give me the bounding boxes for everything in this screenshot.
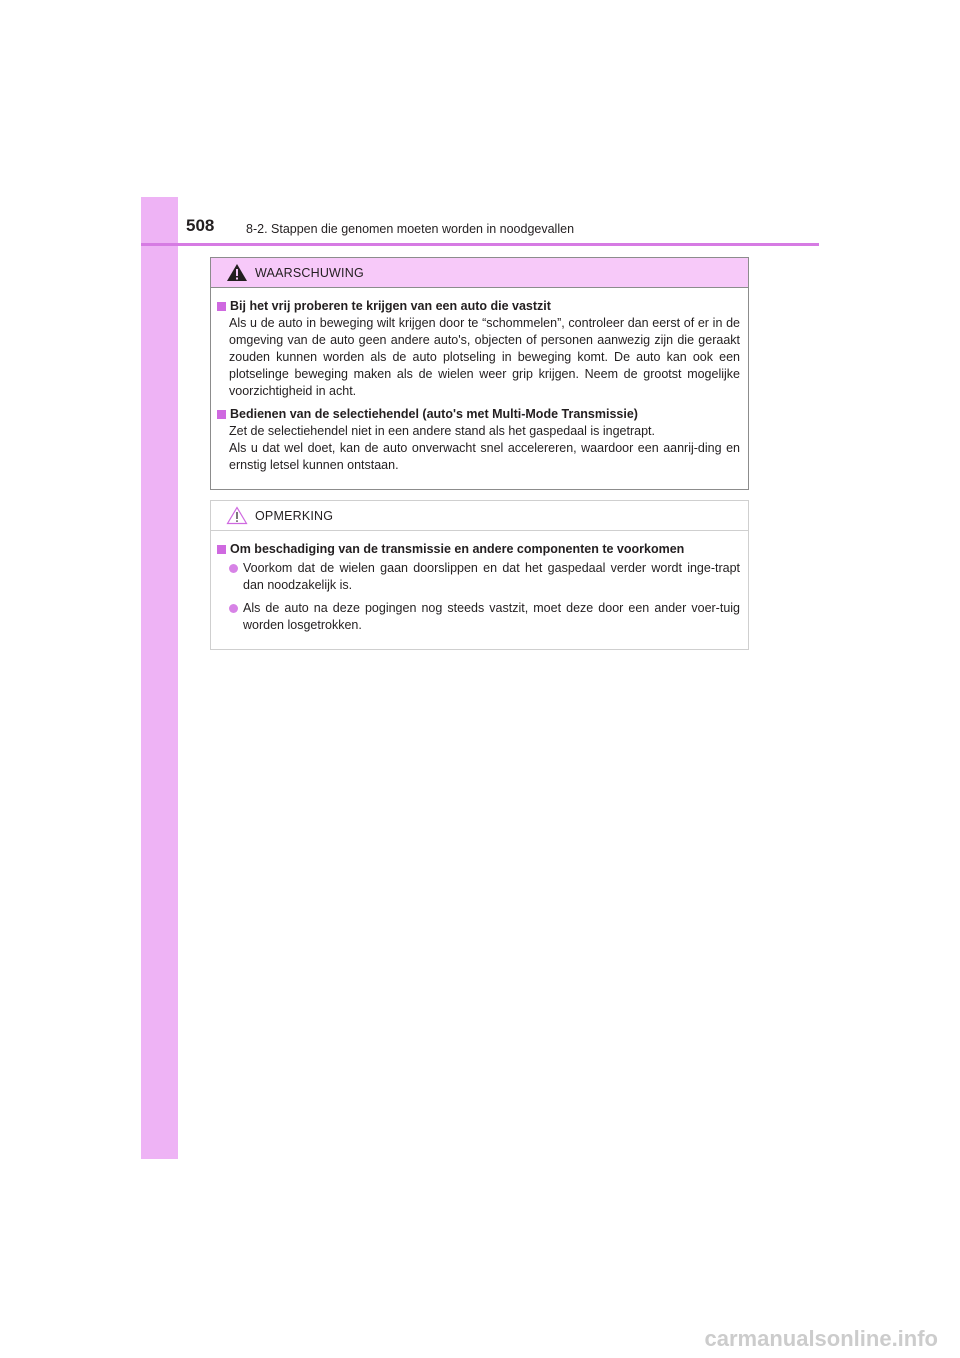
- notice-body: [211, 531, 748, 634]
- page-number: 508: [186, 216, 215, 235]
- list-item: [229, 600, 740, 634]
- warning-triangle-filled-icon: [226, 263, 248, 282]
- square-bullet-icon: [217, 545, 226, 554]
- notice-bullet-text: Als de auto na deze pogingen nog steeds vastzit, moet deze door een ander voer-tuig worden losgetrokken.: [243, 601, 740, 632]
- warning-item-title: [217, 406, 740, 423]
- list-item: [229, 560, 740, 594]
- chapter-side-tab: [141, 197, 178, 1159]
- warning-item-title-text: Bij het vrij proberen te krijgen van een auto die vastzit: [230, 299, 551, 313]
- circle-bullet-icon: [229, 564, 238, 573]
- warning-paragraph: Als u de auto in beweging wilt krijgen door te “schommelen”, controleer dan eerst of er in de omgeving van de auto geen andere auto's, objecten of personen aanwezig zijn die geraakt zouden kunnen worden als de auto plotseling in beweging komt. De auto kan ook een plotselinge beweging maken als de wielen weer grip krijgen. Neem de grootst mogelijke voorzichtigheid in acht.: [229, 316, 740, 398]
- notice-label: OPMERKING: [255, 509, 334, 523]
- circle-bullet-icon: [229, 604, 238, 613]
- warning-paragraph: Zet de selectiehendel niet in een andere stand als het gaspedaal is ingetrapt.: [229, 424, 655, 438]
- notice-header: [211, 501, 748, 531]
- square-bullet-icon: [217, 410, 226, 419]
- notice-bullet-text: Voorkom dat de wielen gaan doorslippen en dat het gaspedaal verder wordt inge-trapt dan noodzakelijk is.: [243, 561, 740, 592]
- square-bullet-icon: [217, 302, 226, 311]
- warning-label: WAARSCHUWING: [255, 266, 364, 280]
- warning-paragraph: Als u dat wel doet, kan de auto onverwacht snel accelereren, waardoor een aanrij-ding en ernstig letsel kunnen ontstaan.: [229, 441, 740, 472]
- warning-item-title-text: Bedienen van de selectiehendel (auto's met Multi-Mode Transmissie): [230, 407, 638, 421]
- header-rule: [141, 243, 819, 246]
- notice-item-title: [217, 541, 740, 558]
- warning-box: [210, 257, 749, 490]
- notice-item-title-text: Om beschadiging van de transmissie en andere componenten te voorkomen: [230, 542, 685, 556]
- warning-item-title: [217, 298, 740, 315]
- warning-header: [211, 258, 748, 288]
- watermark: carmanualsonline.info: [704, 1326, 938, 1351]
- section-title: 8-2. Stappen die genomen moeten worden in noodgevallen: [246, 222, 575, 236]
- caution-triangle-outline-icon: [226, 506, 248, 525]
- warning-body: [211, 288, 748, 474]
- notice-box: [210, 500, 749, 650]
